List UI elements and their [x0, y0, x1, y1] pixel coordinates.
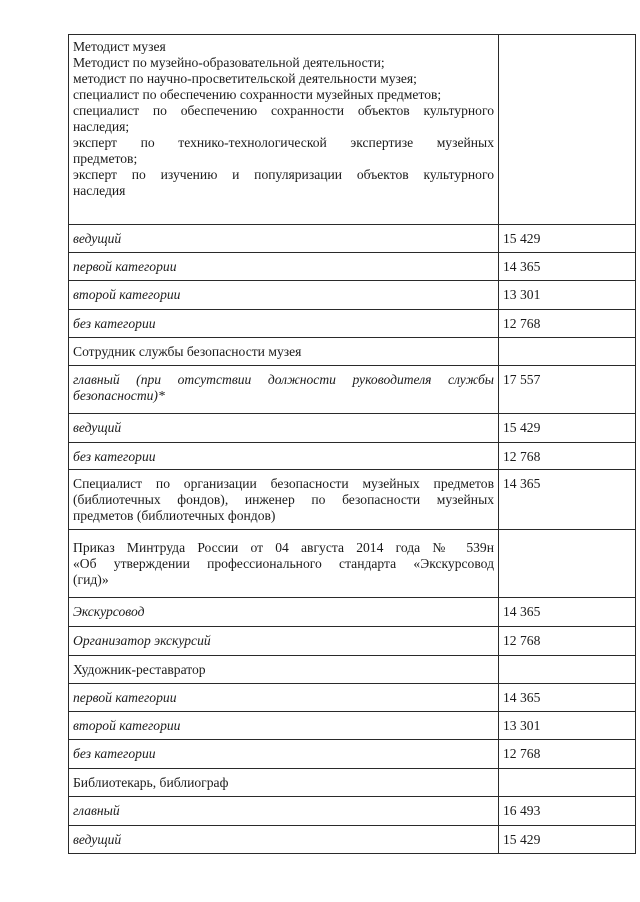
position-line: Методист по музейно-образовательной деятельности;	[73, 55, 385, 70]
table-row	[69, 684, 636, 712]
position-cell: ведущий	[69, 826, 499, 854]
order-line: «Об утверждении профессионального стандарта «Экскурсовод	[73, 556, 494, 571]
position-line: наследия	[73, 183, 126, 198]
position-cell: Сотрудник службы безопасности музея	[69, 338, 499, 366]
position-cell: ведущий	[69, 414, 499, 443]
position-heading: Методист музея	[73, 39, 166, 54]
table-row	[69, 656, 636, 684]
table-row	[69, 712, 636, 740]
salary-cell: 12 768	[499, 627, 636, 656]
table-row	[69, 797, 636, 826]
position-line: (библиотечных фондов), инженер по безопасности музейных	[73, 492, 494, 507]
table-row	[69, 310, 636, 338]
table-row	[69, 225, 636, 253]
salary-cell: 14 365	[499, 598, 636, 627]
position-line: предметов (библиотечных фондов)	[73, 508, 276, 523]
table-row	[69, 470, 636, 530]
table-row	[69, 769, 636, 797]
salary-cell	[499, 656, 636, 684]
order-line: Приказ Минтруда России от 04 августа 2014 года № 539н	[73, 540, 494, 555]
salary-cell: 14 365	[499, 253, 636, 281]
position-cell: без категории	[69, 740, 499, 769]
salary-cell: 13 301	[499, 281, 636, 310]
position-cell	[69, 35, 499, 225]
table-row	[69, 740, 636, 769]
table-row	[69, 598, 636, 627]
salary-cell: 16 493	[499, 797, 636, 826]
position-line: методист по научно-просветительской деятельности музея;	[73, 71, 417, 86]
salary-table	[68, 34, 636, 854]
position-cell: первой категории	[69, 684, 499, 712]
salary-cell: 14 365	[499, 684, 636, 712]
position-cell	[69, 366, 499, 414]
position-line: специалист по обеспечению сохранности объектов культурного	[73, 103, 494, 118]
position-cell: второй категории	[69, 281, 499, 310]
salary-cell: 12 768	[499, 310, 636, 338]
table-row	[69, 530, 636, 598]
table-row	[69, 253, 636, 281]
position-line: эксперт по изучению и популяризации объектов культурного	[73, 167, 494, 182]
position-cell	[69, 470, 499, 530]
position-line: специалист по обеспечению сохранности музейных предметов;	[73, 87, 442, 102]
table-row	[69, 627, 636, 656]
salary-cell	[499, 530, 636, 598]
order-line: (гид)»	[73, 572, 109, 587]
table-row	[69, 443, 636, 470]
salary-cell	[499, 338, 636, 366]
salary-cell: 15 429	[499, 826, 636, 854]
table-row	[69, 281, 636, 310]
salary-cell: 12 768	[499, 740, 636, 769]
position-line: безопасности)*	[73, 388, 165, 403]
position-cell: второй категории	[69, 712, 499, 740]
salary-cell	[499, 35, 636, 225]
salary-cell: 13 301	[499, 712, 636, 740]
position-cell: Библиотекарь, библиограф	[69, 769, 499, 797]
position-line: Специалист по организации безопасности музейных предметов	[73, 476, 494, 491]
table-row	[69, 414, 636, 443]
table-row	[69, 366, 636, 414]
position-cell: Экскурсовод	[69, 598, 499, 627]
position-line: предметов;	[73, 151, 138, 166]
salary-cell: 15 429	[499, 414, 636, 443]
position-cell: без категории	[69, 310, 499, 338]
position-line: наследия;	[73, 119, 130, 134]
order-reference-cell	[69, 530, 499, 598]
position-line: главный (при отсутствии должности руководителя службы	[73, 372, 494, 387]
salary-cell: 15 429	[499, 225, 636, 253]
position-cell: Организатор экскурсий	[69, 627, 499, 656]
position-cell: Художник-реставратор	[69, 656, 499, 684]
table-row	[69, 826, 636, 854]
position-cell: без категории	[69, 443, 499, 470]
table-row	[69, 35, 636, 225]
position-cell: первой категории	[69, 253, 499, 281]
salary-cell: 12 768	[499, 443, 636, 470]
position-cell: главный	[69, 797, 499, 826]
salary-cell: 14 365	[499, 470, 636, 530]
salary-cell: 17 557	[499, 366, 636, 414]
position-cell: ведущий	[69, 225, 499, 253]
table-row	[69, 338, 636, 366]
position-line: эксперт по технико-технологической экспертизе музейных	[73, 135, 494, 150]
salary-cell	[499, 769, 636, 797]
